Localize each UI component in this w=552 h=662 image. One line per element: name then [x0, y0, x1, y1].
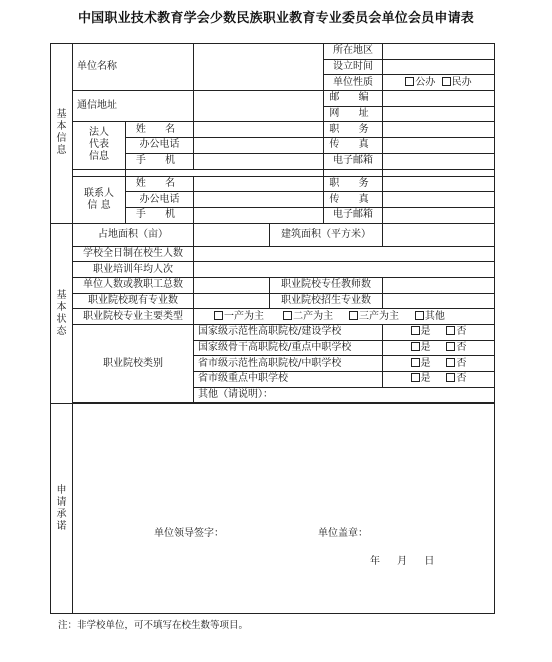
- category-4-label: 省市级重点中职学校: [194, 372, 383, 388]
- legal-fax-label: 传 真: [324, 138, 383, 154]
- legal-phone-label: 办公电话: [126, 138, 194, 154]
- legal-email-field[interactable]: [383, 153, 495, 169]
- contact-position-label: 职 务: [324, 176, 383, 192]
- public-checkbox[interactable]: [405, 77, 414, 86]
- majors-count-field[interactable]: [194, 293, 270, 309]
- category-4-yes-checkbox[interactable]: [411, 373, 420, 382]
- established-label: 设立时间: [324, 59, 383, 75]
- land-area-field[interactable]: [194, 223, 270, 246]
- pledge-area[interactable]: [73, 404, 495, 614]
- postcode-label: 邮 编: [324, 91, 383, 107]
- category-2-no-checkbox[interactable]: [446, 342, 455, 351]
- vertical-char: 息: [56, 145, 67, 157]
- contact-label: [73, 176, 126, 223]
- postcode-field[interactable]: [383, 91, 495, 107]
- region-label: 所在地区: [324, 44, 383, 60]
- yes-label: 是: [420, 342, 431, 354]
- public-label: 公办: [415, 76, 436, 88]
- contact-mobile-label: 手 机: [126, 207, 194, 223]
- other-type-label: 其他: [424, 310, 445, 322]
- vertical-char: 诺: [56, 520, 67, 532]
- contact-fax-label: 传 真: [324, 192, 383, 208]
- no-label: 否: [456, 342, 467, 354]
- fulltime-students-label: 学校全日制在校生人数: [73, 246, 194, 262]
- region-field[interactable]: [383, 44, 495, 60]
- staff-count-field[interactable]: [194, 277, 270, 293]
- contact-name-label: 姓 名: [126, 176, 194, 192]
- website-field[interactable]: [383, 106, 495, 122]
- school-category-label: 职业院校类别: [73, 325, 194, 403]
- unit-nature-options: [383, 75, 495, 91]
- primary-industry-label: 一产为主: [224, 310, 264, 322]
- yes-label: 是: [420, 326, 431, 338]
- postal-address-label: 通信地址: [73, 91, 194, 122]
- category-1-options: [383, 325, 495, 341]
- legal-email-label: 电子邮箱: [324, 153, 383, 169]
- legal-fax-field[interactable]: [383, 138, 495, 154]
- section-basic-status: [51, 223, 73, 404]
- enroll-majors-label: 职业院校招生专业数: [270, 293, 383, 309]
- no-label: 否: [456, 357, 467, 369]
- category-2-options: [383, 340, 495, 356]
- vertical-char: 承: [56, 508, 67, 520]
- category-2-label: 国家级骨干高职院校/重点中职学校: [194, 340, 383, 356]
- vertical-char: 代表: [89, 139, 109, 151]
- form-title: 中国职业技术教育学会少数民族职业教育专业委员会单位会员申请表: [77, 11, 474, 26]
- primary-industry-checkbox[interactable]: [214, 311, 223, 320]
- website-label: 网 址: [324, 106, 383, 122]
- training-people-field[interactable]: [194, 262, 495, 278]
- legal-name-label: 姓 名: [126, 122, 194, 138]
- category-2-yes-checkbox[interactable]: [411, 342, 420, 351]
- unit-name-field[interactable]: [194, 44, 324, 91]
- land-area-label: 占地面积（亩）: [73, 223, 194, 246]
- unit-name-label: 单位名称: [73, 44, 194, 91]
- established-field[interactable]: [383, 59, 495, 75]
- contact-phone-label: 办公电话: [126, 192, 194, 208]
- legal-position-field[interactable]: [383, 122, 495, 138]
- major-types-label: 职业院校专业主要类型: [73, 309, 194, 325]
- footnote: 注：非学校单位，可不填写在校生数等项目。: [58, 621, 249, 631]
- category-3-label: 省市级示范性高职院校/中职学校: [194, 356, 383, 372]
- legal-mobile-label: 手 机: [126, 153, 194, 169]
- major-types-options: [194, 309, 495, 325]
- fulltime-students-field[interactable]: [194, 246, 495, 262]
- category-4-options: [383, 372, 495, 388]
- contact-email-field[interactable]: [383, 207, 495, 223]
- building-area-label: 建筑面积（平方米）: [270, 223, 383, 246]
- training-people-label: 职业培训年均人次: [73, 262, 194, 278]
- category-3-options: [383, 356, 495, 372]
- vertical-char: 本: [56, 121, 67, 133]
- tertiary-industry-label: 三产为主: [358, 310, 399, 322]
- fulltime-teachers-label: 职业院校专任教师数: [270, 277, 383, 293]
- application-form-table: [50, 43, 495, 614]
- section-pledge: [51, 404, 73, 614]
- no-label: 否: [456, 326, 467, 338]
- secondary-industry-checkbox[interactable]: [283, 311, 292, 320]
- vertical-char: 法人: [89, 127, 109, 139]
- vertical-char: 本: [56, 301, 67, 313]
- vertical-char: 申: [56, 484, 67, 496]
- vertical-char: 态: [56, 325, 67, 337]
- spacer-cell: [383, 169, 495, 176]
- legal-phone-field[interactable]: [194, 138, 324, 154]
- vertical-char: 基: [56, 109, 67, 121]
- spacer-cell: [324, 169, 383, 176]
- date-line: 年 月 日: [370, 556, 435, 567]
- contact-email-label: 电子邮箱: [324, 207, 383, 223]
- other-type-checkbox[interactable]: [415, 311, 424, 320]
- vertical-char: 基: [56, 289, 67, 301]
- contact-fax-field[interactable]: [383, 192, 495, 208]
- category-1-label: 国家级示范性高职院校/建设学校: [194, 325, 383, 341]
- no-label: 否: [456, 373, 467, 385]
- section-basic-info: [51, 44, 73, 224]
- vertical-char: 联系人: [84, 187, 114, 199]
- other-category-field[interactable]: 其他（请说明）：: [194, 387, 495, 403]
- fulltime-teachers-field[interactable]: [383, 277, 495, 293]
- legal-rep-label: [73, 122, 126, 169]
- staff-count-label: 单位人数或教职工总数: [73, 277, 194, 293]
- legal-mobile-field[interactable]: [194, 153, 324, 169]
- vertical-char: 信: [56, 133, 67, 145]
- building-area-field[interactable]: [383, 223, 495, 246]
- contact-mobile-field[interactable]: [194, 207, 324, 223]
- majors-count-label: 职业院校现有专业数: [73, 293, 194, 309]
- yes-label: 是: [420, 357, 431, 369]
- enroll-majors-field[interactable]: [383, 293, 495, 309]
- contact-name-field[interactable]: [194, 176, 324, 192]
- spacer-cell: [73, 169, 126, 176]
- vertical-char: 信息: [89, 151, 109, 163]
- vertical-char: 请: [56, 496, 67, 508]
- category-3-no-checkbox[interactable]: [446, 358, 455, 367]
- category-1-no-checkbox[interactable]: [446, 326, 455, 335]
- category-3-yes-checkbox[interactable]: [411, 358, 420, 367]
- secondary-industry-label: 二产为主: [293, 310, 334, 322]
- private-checkbox[interactable]: [442, 77, 451, 86]
- contact-phone-field[interactable]: [194, 192, 324, 208]
- legal-position-label: 职 务: [324, 122, 383, 138]
- legal-name-field[interactable]: [194, 122, 324, 138]
- category-4-no-checkbox[interactable]: [446, 373, 455, 382]
- contact-position-field[interactable]: [383, 176, 495, 192]
- category-1-yes-checkbox[interactable]: [411, 326, 420, 335]
- unit-seal-label: 单位盖章：: [318, 528, 368, 539]
- yes-label: 是: [420, 373, 431, 385]
- leader-signature-label: 单位领导签字：: [154, 528, 224, 539]
- spacer-cell: [126, 169, 324, 176]
- private-label: 民办: [451, 76, 472, 88]
- tertiary-industry-checkbox[interactable]: [349, 311, 358, 320]
- vertical-char: 信 息: [87, 199, 111, 211]
- postal-address-field[interactable]: [194, 91, 324, 122]
- unit-nature-label: 单位性质: [324, 75, 383, 91]
- vertical-char: 状: [56, 313, 67, 325]
